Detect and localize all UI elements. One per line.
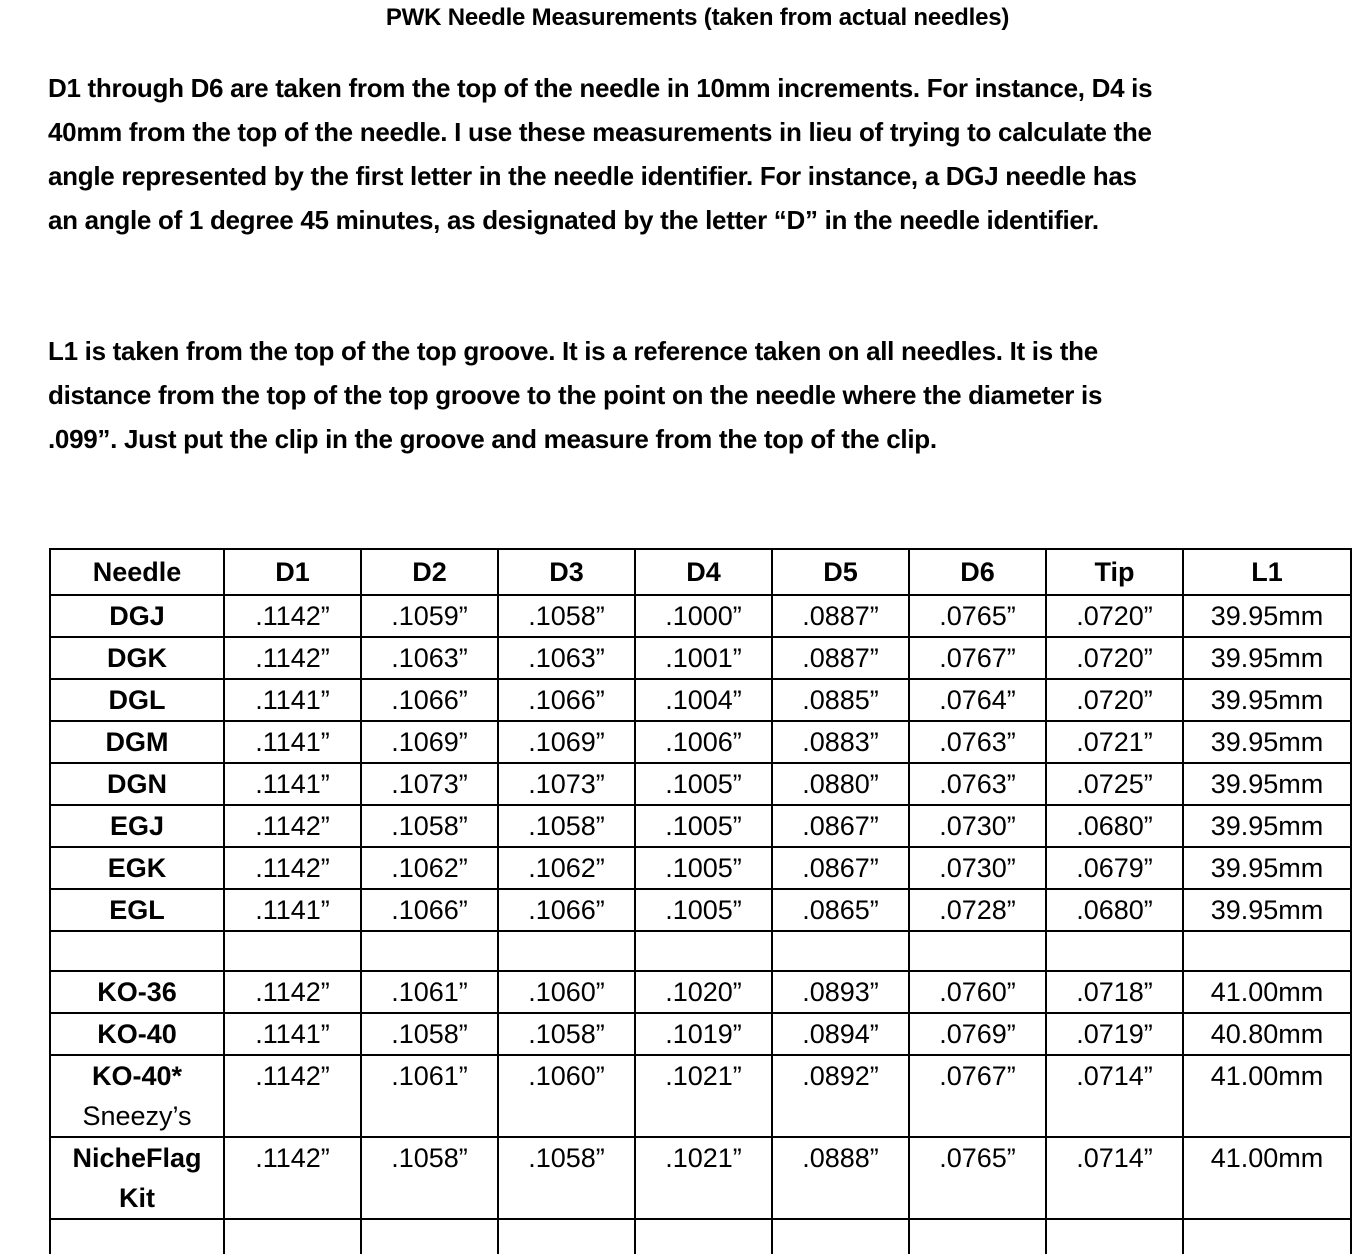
needle-name-cell: DGJ <box>50 595 224 637</box>
empty-cell <box>1183 1219 1351 1254</box>
measurement-cell: .0763” <box>909 763 1046 805</box>
paragraph-line: 40mm from the top of the needle. I use these measurements in lieu of trying to calculate the <box>48 117 1152 147</box>
measurement-cell: .1062” <box>361 847 498 889</box>
measurement-cell: .0765” <box>909 595 1046 637</box>
measurement-cell: .0883” <box>772 721 909 763</box>
table-row <box>50 595 1351 637</box>
empty-cell <box>224 931 361 971</box>
measurement-cell: .0865” <box>772 889 909 931</box>
needle-name-cell: DGN <box>50 763 224 805</box>
measurement-cell: .1063” <box>361 637 498 679</box>
empty-cell <box>909 931 1046 971</box>
needle-name: KO-40* <box>91 1061 183 1091</box>
measurement-cell: .1141” <box>224 763 361 805</box>
table-row <box>50 847 1351 889</box>
measurement-cell: .0760” <box>909 971 1046 1013</box>
measurement-cell: .1142” <box>224 1055 361 1137</box>
column-header: D2 <box>361 549 498 595</box>
measurement-cell: .1069” <box>498 721 635 763</box>
needle-sub-label: Sneezy’s <box>82 1101 192 1131</box>
needle-name-cell: EGJ <box>50 805 224 847</box>
measurement-cell: .1058” <box>498 805 635 847</box>
measurement-cell: .1066” <box>498 889 635 931</box>
table-row <box>50 1137 1351 1219</box>
empty-cell <box>635 1219 772 1254</box>
measurement-cell: .1141” <box>224 1013 361 1055</box>
table-row <box>50 721 1351 763</box>
measurement-cell: .1059” <box>361 595 498 637</box>
needle-name-cell: KO-40 <box>50 1013 224 1055</box>
column-header: D5 <box>772 549 909 595</box>
needle-name-cell: DGM <box>50 721 224 763</box>
measurement-cell: .1073” <box>498 763 635 805</box>
table-row <box>50 1013 1351 1055</box>
table-row <box>50 679 1351 721</box>
measurement-cell: .1142” <box>224 1137 361 1219</box>
table-row <box>50 637 1351 679</box>
measurement-cell: .0721” <box>1046 721 1183 763</box>
measurement-cell: 41.00mm <box>1183 1055 1351 1137</box>
measurement-cell: .1005” <box>635 889 772 931</box>
measurement-cell: .0767” <box>909 637 1046 679</box>
table-row <box>50 1055 1351 1137</box>
empty-cell <box>50 931 224 971</box>
measurement-cell: .1141” <box>224 721 361 763</box>
measurement-cell: .0893” <box>772 971 909 1013</box>
measurement-cell: .0719” <box>1046 1013 1183 1055</box>
column-header: Needle <box>50 549 224 595</box>
measurement-cell: .1021” <box>635 1055 772 1137</box>
measurement-cell: .1005” <box>635 763 772 805</box>
measurement-cell: .1000” <box>635 595 772 637</box>
measurement-cell: .1073” <box>361 763 498 805</box>
empty-cell <box>498 931 635 971</box>
measurement-cell: .1142” <box>224 595 361 637</box>
description-paragraph-d-measurements <box>48 66 1348 242</box>
measurement-cell: .1058” <box>498 1013 635 1055</box>
column-header: Tip <box>1046 549 1183 595</box>
measurement-cell: .0720” <box>1046 595 1183 637</box>
needle-name-cell <box>50 1055 224 1137</box>
empty-cell <box>1183 931 1351 971</box>
empty-cell <box>1046 1219 1183 1254</box>
blank-table-row <box>50 931 1351 971</box>
measurement-cell: .1058” <box>498 595 635 637</box>
measurement-cell: .1001” <box>635 637 772 679</box>
column-header: D3 <box>498 549 635 595</box>
measurement-cell: .0767” <box>909 1055 1046 1137</box>
measurement-cell: 39.95mm <box>1183 889 1351 931</box>
measurement-cell: .0765” <box>909 1137 1046 1219</box>
empty-cell <box>50 1219 224 1254</box>
measurement-cell: .1069” <box>361 721 498 763</box>
needle-measurements-table <box>49 548 1352 1254</box>
measurement-cell: .0894” <box>772 1013 909 1055</box>
measurement-cell: .0718” <box>1046 971 1183 1013</box>
measurement-cell: .1142” <box>224 971 361 1013</box>
measurement-cell: .1005” <box>635 847 772 889</box>
needle-name-cell: DGL <box>50 679 224 721</box>
needle-sub-label: Kit <box>119 1183 155 1213</box>
measurement-cell: .0887” <box>772 595 909 637</box>
measurement-cell: .1019” <box>635 1013 772 1055</box>
measurement-cell: .1062” <box>498 847 635 889</box>
measurement-cell: 39.95mm <box>1183 805 1351 847</box>
measurement-cell: .1061” <box>361 971 498 1013</box>
measurement-cell: .0714” <box>1046 1137 1183 1219</box>
needle-name-cell: KO-36 <box>50 971 224 1013</box>
column-header: D4 <box>635 549 772 595</box>
measurement-cell: .1021” <box>635 1137 772 1219</box>
measurement-cell: .1006” <box>635 721 772 763</box>
empty-cell <box>772 931 909 971</box>
measurement-cell: .0714” <box>1046 1055 1183 1137</box>
measurement-cell: .0867” <box>772 847 909 889</box>
measurement-cell: .1141” <box>224 889 361 931</box>
measurement-cell: .0680” <box>1046 889 1183 931</box>
table-header-row <box>50 549 1351 595</box>
measurement-cell: 39.95mm <box>1183 637 1351 679</box>
measurement-cell: .1066” <box>498 679 635 721</box>
paragraph-line: L1 is taken from the top of the top groove. It is a reference taken on all needles. It is the <box>48 336 1098 366</box>
measurement-cell: .0728” <box>909 889 1046 931</box>
paragraph-line: an angle of 1 degree 45 minutes, as designated by the letter “D” in the needle identifier. <box>48 205 1099 235</box>
measurement-cell: 39.95mm <box>1183 679 1351 721</box>
empty-cell <box>224 1219 361 1254</box>
measurement-cell: .1061” <box>361 1055 498 1137</box>
needle-name-cell: EGL <box>50 889 224 931</box>
measurement-cell: .0769” <box>909 1013 1046 1055</box>
measurement-cell: .0887” <box>772 637 909 679</box>
needle-name-cell: EGK <box>50 847 224 889</box>
measurement-cell: .0680” <box>1046 805 1183 847</box>
paragraph-line: angle represented by the first letter in the needle identifier. For instance, a DGJ needle has <box>48 161 1137 191</box>
needle-name-cell <box>50 1137 224 1219</box>
column-header: D6 <box>909 549 1046 595</box>
measurement-cell: .1142” <box>224 847 361 889</box>
measurement-cell: .0764” <box>909 679 1046 721</box>
paragraph-line: .099”. Just put the clip in the groove and measure from the top of the clip. <box>48 424 937 454</box>
measurement-cell: .0880” <box>772 763 909 805</box>
measurement-cell: .1066” <box>361 889 498 931</box>
empty-cell <box>909 1219 1046 1254</box>
description-paragraph-l1 <box>48 329 1348 461</box>
empty-cell <box>361 931 498 971</box>
measurement-cell: .1060” <box>498 1055 635 1137</box>
measurement-cell: .0888” <box>772 1137 909 1219</box>
measurement-cell: .0730” <box>909 847 1046 889</box>
measurement-cell: 41.00mm <box>1183 1137 1351 1219</box>
empty-cell <box>361 1219 498 1254</box>
measurement-cell: .1063” <box>498 637 635 679</box>
empty-cell <box>498 1219 635 1254</box>
measurement-cell: .1058” <box>361 805 498 847</box>
measurement-cell: .1142” <box>224 805 361 847</box>
measurement-cell: .0720” <box>1046 679 1183 721</box>
column-header: L1 <box>1183 549 1351 595</box>
empty-cell <box>1046 931 1183 971</box>
measurement-cell: .1004” <box>635 679 772 721</box>
table-row <box>50 805 1351 847</box>
measurement-cell: .0725” <box>1046 763 1183 805</box>
empty-cell <box>772 1219 909 1254</box>
measurement-cell: .0885” <box>772 679 909 721</box>
measurement-cell: 39.95mm <box>1183 595 1351 637</box>
page-title: PWK Needle Measurements (taken from actual needles) <box>385 4 1010 31</box>
measurement-cell: .1141” <box>224 679 361 721</box>
measurement-cell: .1142” <box>224 637 361 679</box>
paragraph-line: D1 through D6 are taken from the top of the needle in 10mm increments. For instance, D4 is <box>48 73 1153 103</box>
measurement-cell: .0720” <box>1046 637 1183 679</box>
measurement-cell: 40.80mm <box>1183 1013 1351 1055</box>
measurement-cell: .1058” <box>498 1137 635 1219</box>
table-body <box>50 595 1351 1254</box>
column-header: D1 <box>224 549 361 595</box>
needle-name: NicheFlag <box>72 1143 202 1173</box>
blank-table-row <box>50 1219 1351 1254</box>
measurement-cell: 39.95mm <box>1183 721 1351 763</box>
needle-name-cell: DGK <box>50 637 224 679</box>
measurement-cell: .0867” <box>772 805 909 847</box>
measurement-cell: .1058” <box>361 1013 498 1055</box>
measurement-cell: .1060” <box>498 971 635 1013</box>
measurement-cell: .0763” <box>909 721 1046 763</box>
measurement-cell: .1066” <box>361 679 498 721</box>
measurement-cell: .1020” <box>635 971 772 1013</box>
table-row <box>50 971 1351 1013</box>
measurement-cell: .0730” <box>909 805 1046 847</box>
table-row <box>50 763 1351 805</box>
measurement-cell: 39.95mm <box>1183 763 1351 805</box>
table-row <box>50 889 1351 931</box>
empty-cell <box>635 931 772 971</box>
measurement-cell: .0679” <box>1046 847 1183 889</box>
measurement-cell: .1005” <box>635 805 772 847</box>
measurement-cell: 41.00mm <box>1183 971 1351 1013</box>
measurement-cell: .0892” <box>772 1055 909 1137</box>
measurement-cell: .1058” <box>361 1137 498 1219</box>
paragraph-line: distance from the top of the top groove to the point on the needle where the diameter is <box>48 380 1103 410</box>
measurement-cell: 39.95mm <box>1183 847 1351 889</box>
